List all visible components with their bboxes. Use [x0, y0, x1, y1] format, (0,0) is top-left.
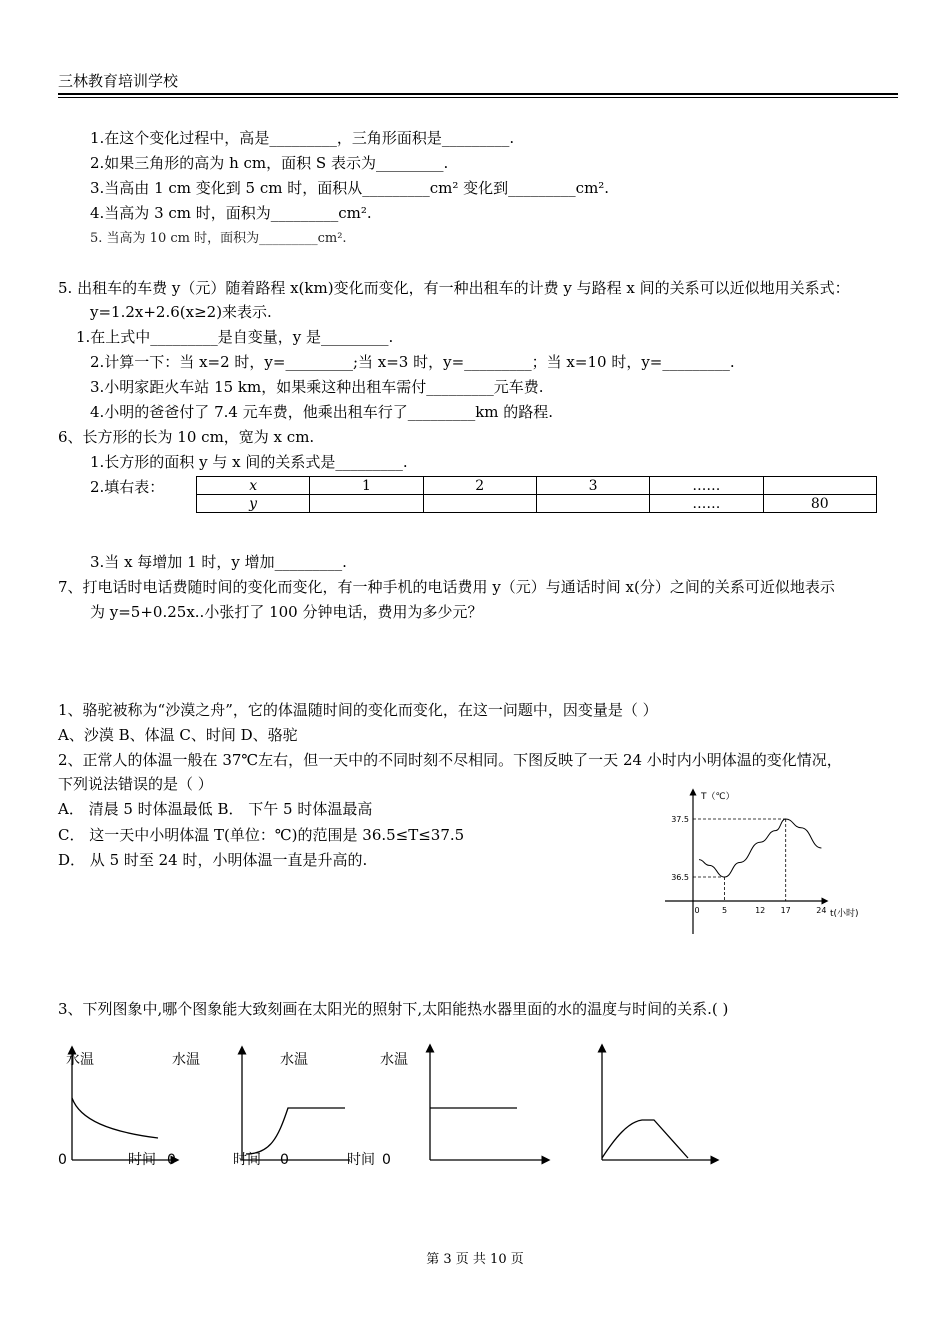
graph-c-zero: 0 — [280, 1152, 289, 1168]
table-cell: 3 — [536, 477, 649, 495]
table-row-y — [197, 495, 877, 513]
rect-stem: 6、长方形的长为 10 cm，宽为 x cm. — [58, 428, 315, 446]
temperature-series-line — [699, 819, 821, 877]
rect-q2: 2.填右表： — [90, 478, 165, 496]
xy-fill-table — [196, 476, 877, 513]
triangle-q4: 4.当高为 3 cm 时，面积为_________cm². — [90, 204, 372, 222]
taxi-stem-1: 5. 出租车的车费 y（元）随着路程 x(km)变化而变化，有一种出租车的计费 y 与路程 x 间的关系可以近似地用关系式： — [58, 279, 850, 297]
temp-option-d: D． 从 5 时至 24 时，小明体温一直是升高的. — [58, 851, 368, 869]
table-row-x — [197, 477, 877, 495]
school-header: 三林教育培训学校 — [58, 72, 179, 90]
header-rule-thick — [58, 93, 898, 95]
graph-d-ylabel: 水温 — [380, 1052, 408, 1068]
graph-d-zero: 0 — [382, 1152, 391, 1168]
triangle-q5: 5. 当高为 10 cm 时，面积为_________cm². — [90, 231, 347, 246]
table-cell: 2 — [423, 477, 536, 495]
table-cell — [423, 495, 536, 513]
rect-q3: 3.当 x 每增加 1 时，y 增加_________. — [90, 553, 347, 571]
table-cell — [310, 495, 423, 513]
x-tick-label: 5 — [721, 906, 728, 915]
temp-option-a: A． 清晨 5 时体温最低 B． 下午 5 时体温最高 — [58, 800, 373, 818]
table-cell — [763, 477, 876, 495]
y-axis-label: T（℃） — [701, 792, 735, 802]
curve-rise-plateau — [246, 1108, 345, 1154]
phone-stem-2: 为 y=5+0.25x..小张打了 100 分钟电话，费用为多少元？ — [90, 603, 483, 621]
graph-a-xlabel: 时间 — [128, 1152, 156, 1168]
table-cell — [536, 495, 649, 513]
table-cell: …… — [650, 477, 763, 495]
y-tick-label: 36.5 — [671, 873, 689, 882]
graph-a — [58, 1050, 175, 1168]
graph-a-zero: 0 — [58, 1152, 67, 1168]
header-rule-thin — [58, 97, 898, 98]
solar-option-graphs — [50, 1040, 770, 1175]
triangle-q1: 1.在这个变化过程中，高是_________，三角形面积是_________. — [90, 129, 515, 147]
x-tick-label: 24 — [816, 906, 827, 915]
graph-b-ylabel: 水温 — [172, 1052, 200, 1068]
temp-stem-1: 2、正常人的体温一般在 37℃左右，但一天中的不同时刻不尽相同。下图反映了一天 24 小时内小明体温的变化情况， — [58, 751, 842, 769]
camel-options: A、沙漠 B、体温 C、时间 D、骆驼 — [58, 726, 298, 744]
solar-stem: 3、下列图象中,哪个图象能大致刻画在太阳光的照射下,太阳能热水器里面的水的温度与时间的关系.( ) — [58, 1000, 729, 1018]
curve-decreasing — [72, 1098, 158, 1138]
page-footer: 第 3 页 共 10 页 — [426, 1252, 524, 1267]
x-tick-label: 0 — [694, 906, 700, 915]
camel-stem: 1、骆驼被称为“沙漠之舟”，它的体温随时间的变化而变化，在这一问题中，因变量是（ ） — [58, 701, 658, 719]
body-temperature-chart — [655, 786, 870, 938]
table-cell: x — [197, 477, 310, 495]
graph-b-zero: 0 — [167, 1152, 176, 1168]
graph-b-xlabel: 时间 — [233, 1152, 261, 1168]
taxi-q1: 1.在上式中_________是自变量，y 是_________. — [76, 328, 394, 346]
graph-c-xlabel: 时间 — [347, 1152, 375, 1168]
table-cell: 1 — [310, 477, 423, 495]
temp-stem-2: 下列说法错误的是（ ） — [58, 775, 213, 793]
triangle-q3: 3.当高由 1 cm 变化到 5 cm 时，面积从_________cm² 变化到_________cm². — [90, 179, 610, 197]
temp-option-c: C． 这一天中小明体温 T(单位：℃)的范围是 36.5≤T≤37.5 — [58, 826, 465, 844]
graph-a-ylabel: 水温 — [66, 1052, 94, 1068]
x-axis-label: t(小时) — [830, 909, 859, 919]
graph-b — [167, 1050, 350, 1168]
table-cell: y — [197, 495, 310, 513]
table-cell: 80 — [763, 495, 876, 513]
taxi-q4: 4.小明的爸爸付了 7.4 元车费，他乘出租车行了_________km 的路程. — [90, 403, 554, 421]
rect-q1: 1.长方形的面积 y 与 x 间的关系式是_________. — [90, 453, 408, 471]
table-cell: …… — [650, 495, 763, 513]
y-tick-label: 37.5 — [671, 815, 689, 824]
curve-rise-fall — [602, 1120, 688, 1158]
taxi-q3: 3.小明家距火车站 15 km，如果乘这种出租车需付_________元车费. — [90, 378, 544, 396]
graph-c-ylabel: 水温 — [280, 1052, 308, 1068]
x-tick-label: 17 — [780, 906, 791, 915]
phone-stem-1: 7、打电话时电话费随时间的变化而变化，有一种手机的电话费用 y（元）与通话时间 x(分）之间的关系可近似地表示 — [58, 578, 835, 596]
triangle-q2: 2.如果三角形的高为 h cm，面积 S 表示为_________. — [90, 154, 449, 172]
taxi-q2: 2.计算一下：当 x=2 时，y=_________;当 x=3 时，y=_________；当 x=10 时，y=_________. — [90, 353, 735, 371]
taxi-stem-2: y=1.2x+2.6(x≥2)来表示. — [90, 303, 272, 321]
x-tick-label: 12 — [755, 906, 766, 915]
